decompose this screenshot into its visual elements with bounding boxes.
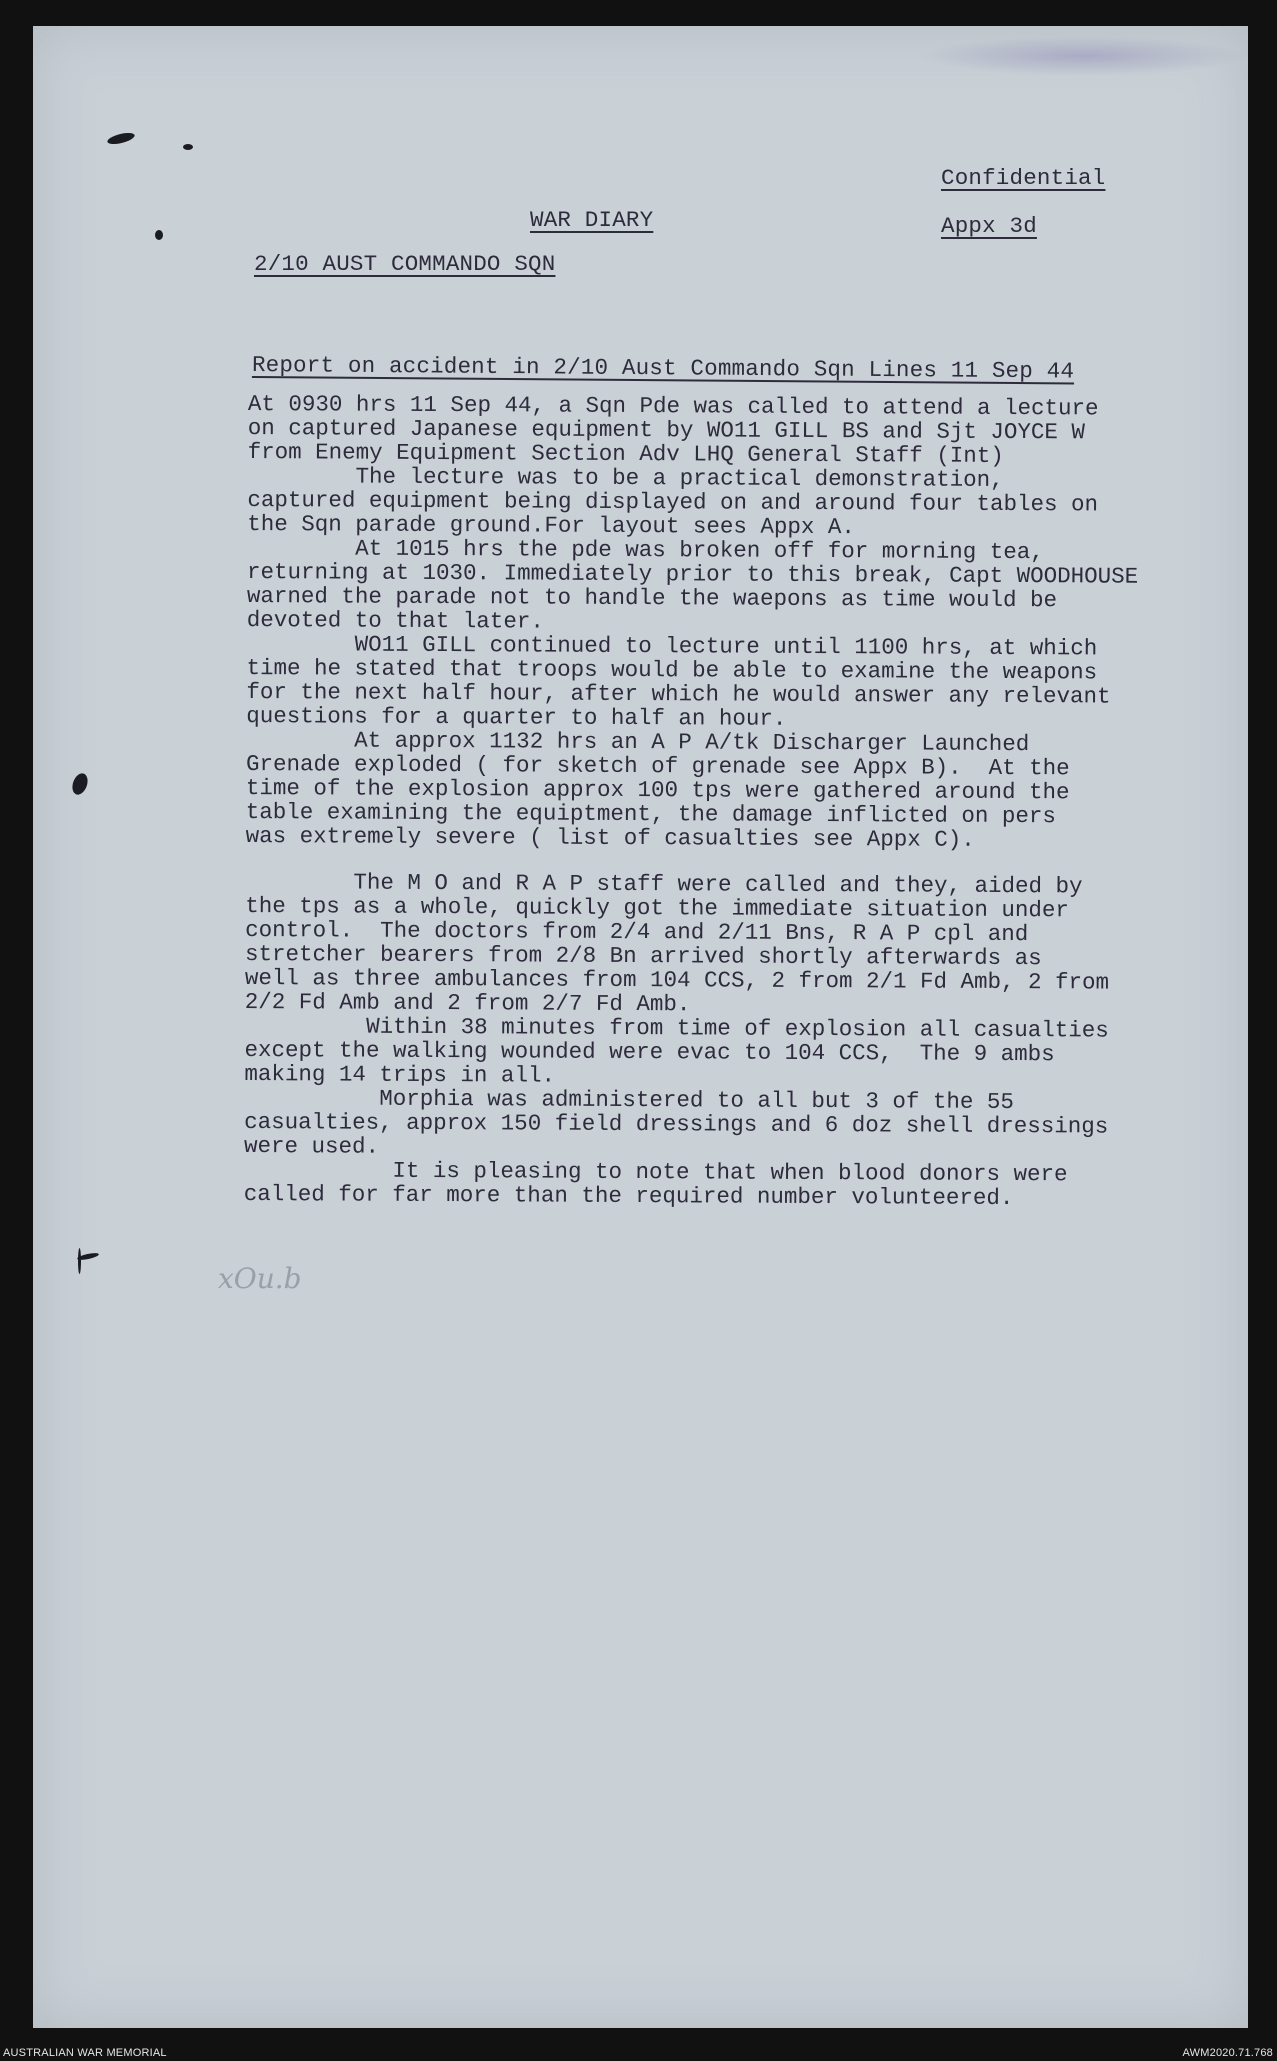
punch-mark xyxy=(183,144,193,150)
text-line: Grenade exploded ( for sketch of grenade see Appx B). At the xyxy=(245,750,1070,782)
text-line: table examining the equiptment, the damage inflicted on pers xyxy=(245,798,1056,830)
text-line: returning at 1030. Immediately prior to this break, Capt WOODHOUSE xyxy=(246,558,1139,590)
paragraph-5 xyxy=(246,728,1237,853)
text-line: on captured Japanese equipment by WO11 GILL BS and Sjt JOYCE W xyxy=(247,414,1086,446)
text-line: 2/2 Fd Amb and 2 from 2/7 Fd Amb. xyxy=(244,988,691,1018)
text-line: time he stated that troops would be able to examine the weapons xyxy=(246,654,1098,686)
paragraph-9 xyxy=(244,1158,1234,1211)
paragraph-4 xyxy=(246,632,1236,733)
pencil-annotation: xOu.b xyxy=(218,1262,302,1295)
text-line: WO11 GILL continued to lecture until 1100 hrs, at which xyxy=(246,630,1098,662)
text-line: Morphia was administered to all but 3 of the 55 xyxy=(244,1084,1015,1116)
text-line: The lecture was to be a practical demonstration, xyxy=(247,462,1004,493)
text-line: casualties, approx 150 field dressings and 6 doz shell dressings xyxy=(244,1108,1109,1140)
footer-institution: AUSTRALIAN WAR MEMORIAL xyxy=(3,2047,167,2059)
text-line: It is pleasing to note that when blood donors were xyxy=(243,1156,1068,1188)
text-line: from Enemy Equipment Section Adv LHQ General Staff (Int) xyxy=(247,438,1004,469)
punch-mark xyxy=(78,1248,81,1274)
text-line: At approx 1132 hrs an A P A/tk Discharger Launched xyxy=(246,726,1030,758)
text-line: control. The doctors from 2/4 and 2/11 Bns, R A P cpl and xyxy=(245,916,1029,948)
text-line: stretcher bearers from 2/8 Bn arrived shortly afterwards as xyxy=(244,940,1042,972)
war-diary-heading: WAR DIARY xyxy=(530,207,654,233)
footer-catalogue-number: AWM2020.71.768 xyxy=(1182,2047,1273,2059)
confidential-label: Confidential xyxy=(941,165,1106,191)
punch-mark xyxy=(70,771,91,796)
text-line: At 1015 hrs the pde was broken off for morning tea, xyxy=(247,534,1044,566)
text-line: time of the explosion approx 100 tps were gathered around the xyxy=(245,774,1070,806)
text-line: was extremely severe ( list of casualties see Appx C). xyxy=(245,822,975,853)
appendix-label: Appx 3d xyxy=(941,213,1037,239)
paragraph-1 xyxy=(248,392,1238,469)
text-line: At 0930 hrs 11 Sep 44, a Sqn Pde was called to attend a lecture xyxy=(247,391,1099,422)
paragraph-8 xyxy=(244,1086,1234,1163)
text-line: making 14 trips in all. xyxy=(244,1060,556,1089)
text-line: called for far more than the required number volunteered. xyxy=(243,1180,1014,1212)
paragraph-6 xyxy=(245,870,1236,1019)
paragraph-3 xyxy=(247,536,1237,637)
text-line: captured equipment being displayed on and around four tables on xyxy=(247,486,1099,518)
text-line: the tps as a whole, quickly got the immediate situation under xyxy=(245,892,1070,924)
report-title: Report on accident in 2/10 Aust Commando Sqn Lines 11 Sep 44 xyxy=(251,352,1075,385)
text-line: the Sqn parade ground.For layout sees Appx A. xyxy=(247,510,855,541)
text-line: The M O and R A P staff were called and they, aided by xyxy=(245,868,1083,900)
text-line: questions for a quarter to half an hour. xyxy=(246,702,787,732)
paragraph-2 xyxy=(247,464,1237,541)
paragraph-7 xyxy=(244,1014,1234,1091)
punch-mark xyxy=(106,131,135,147)
unit-heading: 2/10 AUST COMMANDO SQN xyxy=(254,251,556,277)
text-line: except the walking wounded were evac to 104 CCS, The 9 ambs xyxy=(244,1036,1055,1068)
text-line: for the next half hour, after which he would answer any relevant xyxy=(246,678,1111,710)
report-body xyxy=(244,392,1238,1211)
text-line: Within 38 minutes from time of explosion all casualties xyxy=(244,1012,1109,1044)
text-line: devoted to that later. xyxy=(246,606,544,635)
text-line: well as three ambulances from 104 CCS, 2 from 2/1 Fd Amb, 2 from xyxy=(244,964,1110,996)
text-line: were used. xyxy=(243,1132,380,1160)
text-line: warned the parade not to handle the waepons as time would be xyxy=(246,582,1058,614)
punch-mark xyxy=(155,230,163,240)
